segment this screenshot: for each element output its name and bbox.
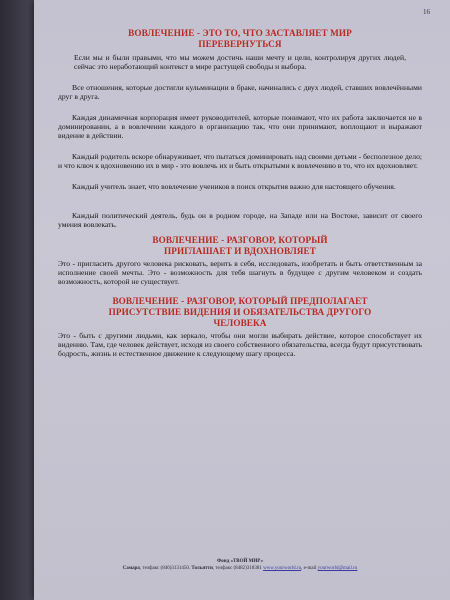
document-page xyxy=(34,0,450,600)
section-1-paragraph-2: Все отношения, которые достигли кульминации в браке, начинались с двух людей, ставших вовлечёнными друг в друга. xyxy=(58,83,422,101)
section-1-paragraph-1: Если мы и были правыми, что мы можем достичь наши мечту и цели, контролируя других людей, сейчас это неработающий контекст в мире растущей свободы и выбора. xyxy=(74,53,406,71)
section-1-paragraph-6: Каждый политический деятель, будь он в родном городе, на Западе или на Востоке, зависит от своего умения вовлекать. xyxy=(58,211,422,229)
section-3-heading: ВОВЛЕЧЕНИЕ - РАЗГОВОР, КОТОРЫЙ ПРЕДПОЛАГАЕТ ПРИСУТСТВИЕ ВИДЕНИЯ И ОБЯЗАТЕЛЬСТВА ДРУГОГО ЧЕЛОВЕКА xyxy=(108,296,372,328)
section-1-heading: ВОВЛЕЧЕНИЕ - ЭТО ТО, ЧТО ЗАСТАВЛЯЕТ МИР ПЕРЕВЕРНУТЬСЯ xyxy=(128,28,352,49)
background-shadow xyxy=(0,0,36,600)
footer-tolyatti-label: Тольятти xyxy=(191,566,213,571)
section-2-heading: ВОВЛЕЧЕНИЕ - РАЗГОВОР, КОТОРЫЙ ПРИГЛАШАЕТ И ВДОХНОВЛЯЕТ xyxy=(152,235,328,256)
footer-contacts: Самара, телфакс (846)3131450. Тольятти, телфакс (8482)318381 www.yourworld.ru, e-mail yourworld@mail.ru xyxy=(122,566,358,571)
page-content xyxy=(58,28,422,370)
section-3 xyxy=(58,296,422,358)
section-2 xyxy=(58,235,422,286)
footer-website-link[interactable]: www.yourworld.ru xyxy=(263,566,302,571)
section-3-paragraph-1: Это - быть с другими людьми, как зеркало, чтобы они могли выбирать действие, которое способствует их видению. Там, где человек действует, исходя из своего собственного обязательства, всегда будут присутствовать бодрость, жизнь и естественное движение к следующему шагу процесса. xyxy=(58,331,422,358)
section-1-paragraph-4: Каждый родитель вскоре обнаруживает, что пытаться доминировать над своими детьми - бесполезное дело; и что ключ к вдохновению их в мир - это вовлечь их и быть открытыми к вовлечению в то, что их вдохновляет. xyxy=(58,152,422,170)
page-footer xyxy=(58,558,422,572)
section-1-paragraph-5: Каждый учитель знает, что вовлечение учеников в поиск открытия важно для настоящего обучения. xyxy=(72,182,396,191)
section-1-paragraph-3: Каждая динамичная корпорация имеет руководителей, которые понимают, что их работа заключается не в доминировании, а в вовлечении каждого в организацию так, что они принимают, воплощают и выражают видение в действии. xyxy=(58,113,422,140)
footer-email-label: e-mail xyxy=(303,566,317,571)
footer-samara-phone: телфакс (846)3131450. xyxy=(142,566,191,571)
section-2-paragraph-1: Это - пригласить другого человека рисковать, верить в себя, исследовать, изобретать и быть ответственным за исполнение своей мечты. Это - возможность для тебя шагнуть в будущее с другим человеком и создать возможность, которой не существует. xyxy=(58,259,422,286)
footer-email-link[interactable]: yourworld@mail.ru xyxy=(317,566,358,571)
section-1 xyxy=(58,28,422,229)
footer-fund-name: Фонд «ТВОЙ МИР» xyxy=(217,559,263,564)
page-number: 16 xyxy=(423,8,430,16)
footer-samara-label: Самара xyxy=(122,566,140,571)
footer-tolyatti-phone: телфакс (8482)318381 xyxy=(215,566,262,571)
